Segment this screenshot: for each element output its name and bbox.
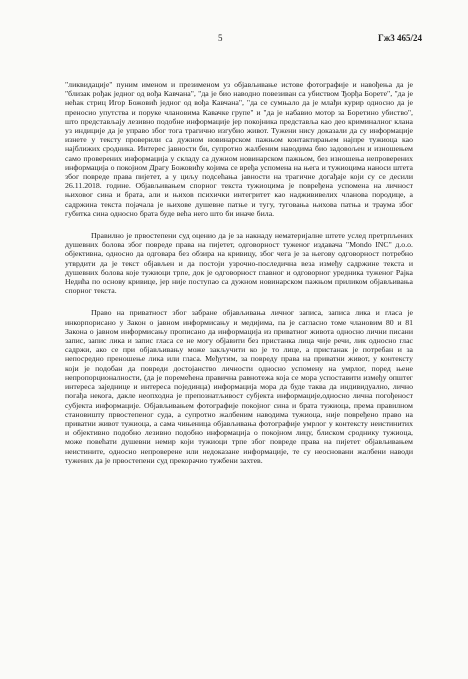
document-body: [65, 80, 413, 478]
paragraph: "ликвидације" пуним именом и презименом уз објављивање истове фотографије и навођења да је "близак рођак једног од вођа Кавчана", "да је био наводно повезиван са убиством Ђорђа Борете", "да је нећак стриц Игор Божовић једног од вођа Кавчана", "да се сумњало да је млађи курир односно да је преносио упутства и поруке члановима Кавачке групе" и "да је набавио мотор за Боретино убиство", што представљају лезивно подобне информације јер покојника представља као део криминалног клана уз индиције да је управо због тога трагично изгубио живот. Тужени нису доказали да су информације изнете у тексту проверили са дужном новинарском пажњом контактирањем најпре тужиоца као најближих сродника. Интерес јавности би, супротно жалбеним наводима био задовољен и изношењем само проверених информација у складу са дужном новинарском пажњом, без изношења непроверених информација о покојном Драгу Божовићу којима се вређа успомена на њега и тужиоцима наноси штета због повреде права пијетет, а у циљу подсећања јавности на трагичне догађаје који су се десили 26.11.2018. године. Објављивањем спорног текста тужиоцима је повређена успомена на личност њиховог сина и брата, али и њихов психички интегритет као наджививелих чланова породице, а садржина текста појачала је њихове душевне патње и тугу, туговања њихова патња и траума због губитка сина односно брата буде већа него што би иначе била.: [65, 80, 413, 218]
paragraph: Правилно је првостепени суд оценио да је за накнаду нематеријалне штете услед претрпљених душевних болова због повреде права на пијетет, одговорност туженог издавача "Mondo INC" д.о.о. објективна, односно да одговара без обзира на кривицу, због чега је за његову одговорност потребно утврдити да је текст објављен и да постоји узрочно-последична веза између садржине текста и душевних болова које тужиоци трпе, док је одговорност главног и одговорног уредника туженог Рајка Недића по основу кривице, јер није поступао са дужном новинарском пажњом приликом објављивања спорног текста.: [65, 231, 413, 296]
page-number: 5: [218, 33, 223, 43]
case-reference: Гж3 465/24: [377, 33, 422, 43]
paragraph: Право на приватност због забране објављивања личног записа, записа лика и гласа је инкорпорисано у Закон о јавном информисању и медијима, па је сагласно томе члановим 80 и 81 Закона о јавном информисању прописано да информација из приватног живота односно лични писани запис, запис лика и запис гласа се не могу објавити без пристанка лица чије речи, лик односно глас садржи, ако се при објављивању може закључити ко је то лице, а пристанак је потребан и за непосредно преношење лика или гласа. Међутим, за повреду права на приватни живот, у контексту који је подобан да повреди достојанство личности односно успомену на умрлог, поред њене непропорционалности, (да је поремећена правична равнотежа која се мора успоставити између општег интереса заједнице и интереса појединца) информација мора да буде таква да индивидуално, лично погађа некога, дакле неопходна је препознатљивост субјекта информације,односно лична погођеност субјекта информације. Објављивањем фотографије покојног сина и брата тужиоца, према правилном становишту првостепеног суда, а супротно жалбеним наводима тужиоца, није повређено право на приватни живот тужиоца, а сама чињеница објављивања фотографије умрлог у контексту неистинитих и објективно подобно лезивно подобно информација о покојном лицу, блиском сроднику тужиоца, може повећати душевни немир који тужиоци трпе због повреде права на пијетет објављивањем неистините, односно непроверене или недоказане информације, те су неосновани жалбени наводи тужених да је првостепени суд прекорачио тужбени захтев.: [65, 308, 413, 465]
